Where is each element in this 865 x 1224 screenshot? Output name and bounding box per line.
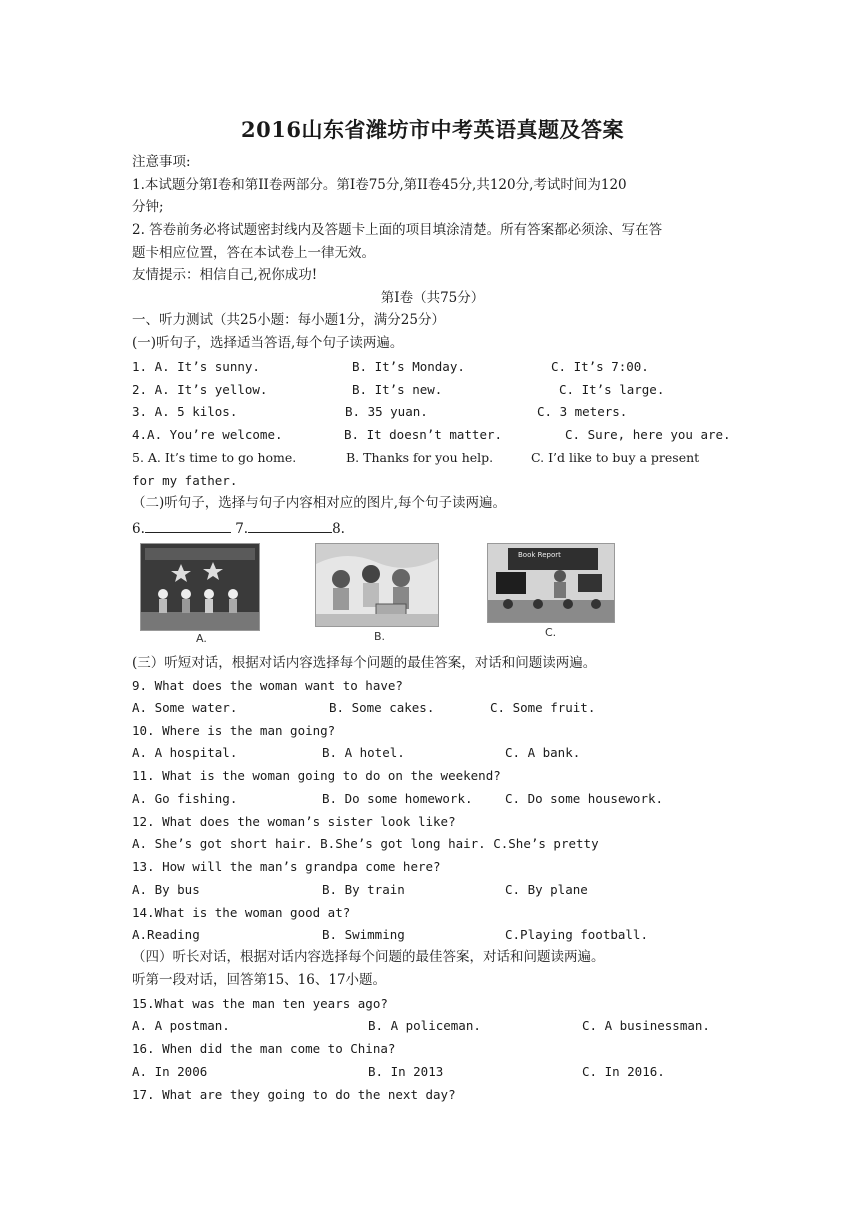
q9-option-b: B. Some cakes. [329, 700, 435, 715]
q1-option-b: B. It’s Monday. [352, 359, 465, 374]
children-picnic-illustration [316, 544, 438, 626]
q16-question: 16. When did the man come to China? [132, 1041, 396, 1056]
q15-option-b: B. A policeman. [368, 1018, 481, 1033]
q4-option-c: C. Sure, here you are. [565, 427, 731, 442]
q7-label: 7. [235, 521, 249, 537]
q14-option-a: A.Reading [132, 927, 200, 942]
sub4-title: （四）听长对话，根据对话内容选择每个问题的最佳答案，对话和问题读两遍。 [132, 949, 605, 965]
q15-question: 15.What was the man ten years ago? [132, 996, 388, 1011]
sub3-title: (三）听短对话，根据对话内容选择每个问题的最佳答案，对话和问题读两遍。 [132, 655, 597, 671]
board-text: Book Report [518, 551, 561, 559]
notes-item2: 2. 答卷前务必将试题密封线内及答题卡上面的项目填涂清楚。所有答案都必须涂、写在答 [132, 222, 663, 238]
q17-question: 17. What are they going to do the next day? [132, 1087, 456, 1102]
q15-option-a: A. A postman. [132, 1018, 230, 1033]
q5-option-c: C. I’d like to buy a present [531, 450, 700, 465]
notes-item2-cont: 题卡相应位置，答在本试卷上一律无效。 [132, 245, 375, 261]
page-title: 2016山东省潍坊市中考英语真题及答案 [241, 117, 624, 142]
q10-option-a: A. A hospital. [132, 745, 238, 760]
q9-option-a: A. Some water. [132, 700, 238, 715]
q16-option-c: C. In 2016. [582, 1064, 665, 1079]
q10-question: 10. Where is the man going? [132, 723, 336, 738]
part1-title: 第Ⅰ卷（共75分） [380, 290, 485, 306]
stage-performance-illustration [141, 544, 259, 630]
sub1-title: (一)听句子，选择适当答语,每个句子读两遍。 [132, 335, 404, 351]
picture-a-label: A. [196, 632, 207, 645]
q11-option-a: A. Go fishing. [132, 791, 238, 806]
q11-option-c: C. Do some housework. [505, 791, 664, 806]
picture-b-label: B. [374, 630, 386, 643]
q6-label: 6. [132, 521, 145, 537]
notes-heading: 注意事项: [132, 154, 191, 170]
picture-c-label: C. [545, 626, 557, 639]
q14-option-c: C.Playing football. [505, 927, 648, 942]
q3-option-b: B. 35 yuan. [345, 404, 428, 419]
q13-question: 13. How will the man’s grandpa come here? [132, 859, 441, 874]
q11-question: 11. What is the woman going to do on the weekend? [132, 768, 501, 783]
q9-question: 9. What does the woman want to have? [132, 678, 403, 693]
q16-option-b: B. In 2013 [368, 1064, 444, 1079]
q5-option-b: B. Thanks for you help. [346, 450, 494, 465]
q16-option-a: A. In 2006 [132, 1064, 208, 1079]
notes-item1-cont: 分钟; [132, 199, 164, 215]
q1-option-c: C. It’s 7:00. [551, 359, 649, 374]
q2-option-b: B. It’s new. [352, 382, 443, 397]
q12-options: A. She’s got short hair. B.She’s got long hair. C.She’s pretty [132, 836, 599, 851]
q14-option-b: B. Swimming [322, 927, 405, 942]
q3-option-a: 3. A. 5 kilos. [132, 404, 238, 419]
q1-option-a: 1. A. It’s sunny. [132, 359, 260, 374]
sub4-intro: 听第一段对话，回答第15、16、17小题。 [132, 972, 387, 988]
q10-option-c: C. A bank. [505, 745, 581, 760]
q7-blank[interactable] [248, 518, 332, 533]
section1-title: 一、听力测试（共25小题：每小题1分，满分25分） [132, 312, 445, 328]
q3-option-c: C. 3 meters. [537, 404, 628, 419]
q11-option-b: B. Do some homework. [322, 791, 473, 806]
q13-option-c: C. By plane [505, 882, 588, 897]
q12-question: 12. What does the woman’s sister look like? [132, 814, 456, 829]
notes-item1: 1.本试题分第Ⅰ卷和第II卷两部分。第Ⅰ卷75分,第II卷45分,共120分,考试时间为120 [132, 177, 627, 193]
q4-option-a: 4.A. You’re welcome. [132, 427, 283, 442]
q8-label: 8. [332, 521, 345, 537]
notes-tip: 友情提示：相信自己,祝你成功! [132, 267, 318, 283]
q6-blank[interactable] [145, 518, 231, 533]
q13-option-b: B. By train [322, 882, 405, 897]
picture-b-kids [315, 543, 439, 627]
answer-blanks [132, 518, 345, 538]
q9-option-c: C. Some fruit. [490, 700, 596, 715]
q2-option-a: 2. A. It’s yellow. [132, 382, 268, 397]
q13-option-a: A. By bus [132, 882, 200, 897]
q10-option-b: B. A hotel. [322, 745, 405, 760]
q15-option-c: C. A businessman. [582, 1018, 710, 1033]
sub2-title: （二)听句子，选择与句子内容相对应的图片,每个句子读两遍。 [132, 495, 507, 511]
q2-option-c: C. It’s large. [559, 382, 665, 397]
q14-question: 14.What is the woman good at? [132, 905, 351, 920]
q5-option-c-cont: for my father. [132, 473, 238, 488]
q5-option-a: 5. A. It’s time to go home. [132, 450, 297, 465]
picture-c-classroom [487, 543, 615, 623]
q4-option-b: B. It doesn’t matter. [344, 427, 503, 442]
picture-a-stage [140, 543, 260, 631]
